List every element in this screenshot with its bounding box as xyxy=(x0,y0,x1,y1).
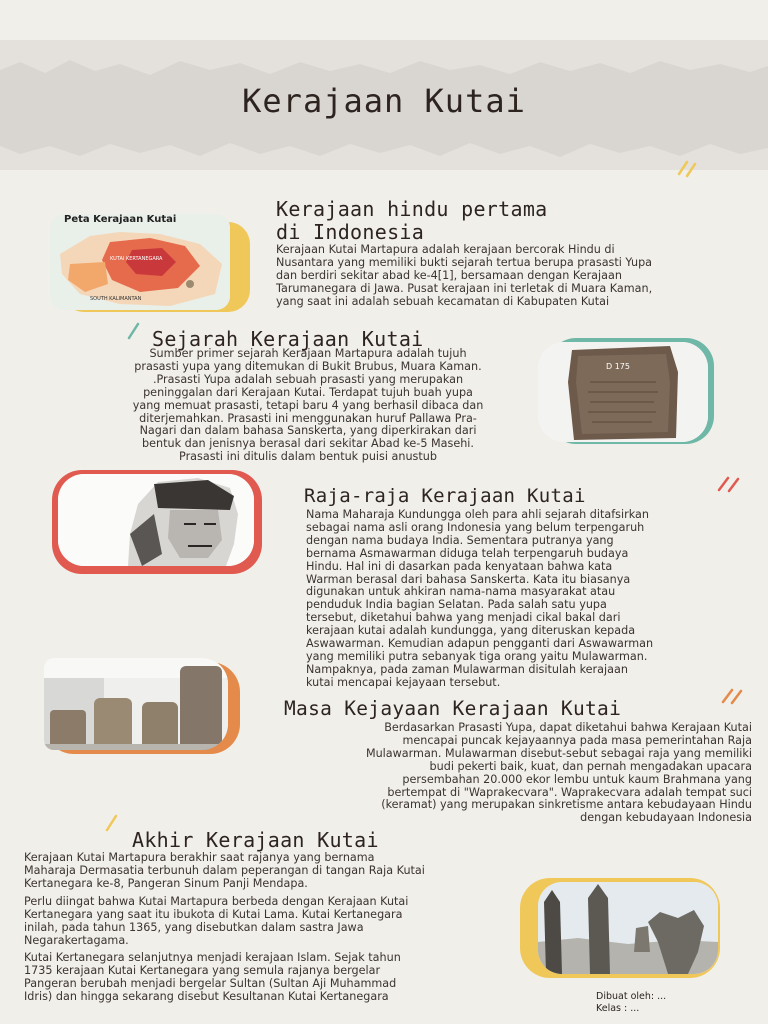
yellow-dash-decoration-2 xyxy=(104,810,122,834)
orange-dash-decoration xyxy=(720,684,746,706)
text-line: Kerajaan Kutai Martapura berakhir saat rajanya yang bernama xyxy=(24,851,375,864)
text-line: 1735 kerajaan Kutai Kertanegara yang semula rajanya bergelar xyxy=(24,963,381,977)
text-line: budi pekerti baik, kuat, dan pernah mengadakan upacara xyxy=(429,759,752,773)
yupa-stone-image xyxy=(538,342,708,442)
text-line: kerajaan kutai adalah kundungga, yang diteruskan kepada xyxy=(306,624,636,638)
map-label-kutai: KUTAI KERTANEGARA xyxy=(110,256,163,262)
stone-graphic xyxy=(538,342,708,442)
teal-dash-decoration xyxy=(126,318,142,342)
section4-heading: Masa Kejayaan Kerajaan Kutai xyxy=(284,697,622,720)
yupa-ruins-image xyxy=(44,658,228,750)
text-line: Mulawarman. Mulawarman disebut-sebut sebagai raja yang memiliki xyxy=(365,746,752,760)
text-line: digunakan untuk ahkiran nama-nama masyarakat atau xyxy=(306,585,616,599)
text-line: penduduk India bagian Selatan. Pada salah satu yupa xyxy=(306,598,607,612)
text-line: Kertanegara yang saat itu ibukota di Kutai Lama. Kutai Kertanegara xyxy=(24,907,403,921)
section5-para2 xyxy=(24,896,524,948)
text-line: yang saat ini adalah sebuah kecamatan di Kabupaten Kutai xyxy=(276,294,610,308)
text-line: Hindu. Hal ini di dasarkan pada kenyataan bahwa kata xyxy=(306,559,613,573)
text-line: Maharaja Dermasatia terbunuh dalam peperangan di tangan Raja Kutai xyxy=(24,863,425,877)
text-line: Negarakertagama. xyxy=(24,933,129,947)
text-line: bernama Asmawarman diduga telah terpengaruh budaya xyxy=(306,546,629,560)
footer xyxy=(596,991,666,1015)
text-line: yang memuat prasasti, tetapi baru 4 yang berhasil dibaca dan xyxy=(132,398,484,412)
section1-body xyxy=(276,244,746,309)
section3-heading: Raja-raja Kerajaan Kutai xyxy=(304,485,586,507)
section3-body xyxy=(306,509,746,690)
temple-graphic xyxy=(538,882,718,974)
text-line: sebagai nama asli orang Indonesia yang belum terpengaruh xyxy=(306,520,645,534)
text-line: Sumber primer sejarah Kerajaan Martapura adalah tujuh xyxy=(149,347,467,360)
text-line: (keramat) yang merupakan sinkretisme antara kebudayaan Hindu xyxy=(381,798,752,812)
temple-gate-image xyxy=(538,882,718,974)
text-line: mencapai puncak kejayaannya pada masa pemerintahan Raja xyxy=(402,733,752,747)
page-title: Kerajaan Kutai xyxy=(242,82,526,120)
made-by-label: Dibuat oleh: ... xyxy=(596,991,667,1002)
section5-para3 xyxy=(24,952,524,1004)
text-line: Perlu diingat bahwa Kutai Martapura berbeda dengan Kerajaan Kutai xyxy=(24,895,409,908)
text-line: diterjemahkan. Prasasti ini menggunakan huruf Pallawa Pra- xyxy=(139,411,477,425)
section4-body xyxy=(260,722,752,825)
text-line: tersebut, diketahui bahwa yang menjadi cikal bakal dari xyxy=(306,611,621,625)
text-line: Pangeran berubah menjadi bergelar Sultan (Sultan Aji Muhammad xyxy=(24,976,397,990)
text-line: inilah, pada tahun 1365, yang disebutkan dalam sastra Jawa xyxy=(24,920,364,934)
text-line: Kerajaan Kutai Martapura adalah kerajaan bercorak Hindu di xyxy=(276,243,615,256)
text-line: Nama Maharaja Kundungga oleh para ahli sejarah ditafsirkan xyxy=(306,508,649,521)
text-line: .Prasasti Yupa adalah sebuah prasasti yang merupakan xyxy=(152,372,464,386)
text-line: bertempat di "Waprakecvara". Waprakecvara adalah tempat suci xyxy=(387,785,752,799)
text-line: Nagari dan dalam bahasa Sanskerta, yang diperkirakan dari xyxy=(139,424,477,438)
text-line: Nampaknya, pada zaman Mulawarman disitulah kerajaan xyxy=(306,662,628,676)
map-title: Peta Kerajaan Kutai xyxy=(64,214,177,225)
map-label-south: SOUTH KALIMANTAN xyxy=(90,296,142,302)
text-line: Warman berasal dari bahasa Sanskerta. Kata itu biasanya xyxy=(306,572,631,586)
section1-heading-line1: Kerajaan hindu pertama xyxy=(276,197,548,221)
text-line: dengan nama budaya India. Sementara putranya yang xyxy=(306,533,614,547)
king-portrait-image xyxy=(58,474,254,566)
text-line: dan berdiri sekitar abad ke-4[1], bersamaan dengan Kerajaan xyxy=(276,268,622,282)
red-dash-decoration xyxy=(716,474,744,494)
section5-para1 xyxy=(24,852,524,891)
class-label: Kelas : ... xyxy=(596,1003,640,1014)
portrait-graphic xyxy=(58,474,254,566)
ruins-graphic xyxy=(44,658,228,750)
section1-heading-line2: di Indonesia xyxy=(276,220,425,244)
text-line: prasasti yupa yang ditemukan di Bukit Brubus, Muara Kaman. xyxy=(134,359,482,373)
yellow-dash-decoration xyxy=(676,156,698,178)
kutai-map-image xyxy=(50,214,230,310)
section2-heading: Sejarah Kerajaan Kutai xyxy=(152,327,424,351)
text-line: Nusantara yang memiliki bukti sejarah tertua berupa prasasti Yupa xyxy=(276,255,653,269)
text-line: persembahan 20.000 ekor lembu untuk kaum Brahmana yang xyxy=(402,772,752,786)
text-line: peninggalan dari Kerajaan Kutai. Terdapat tujuh buah yupa xyxy=(143,385,473,399)
text-line: yang memiliki putra sebanyak tiga orang yaitu Mulawarman. xyxy=(306,649,648,663)
text-line: Kutai Kertanegara selanjutnya menjadi kerajaan Islam. Sejak tahun xyxy=(24,951,401,964)
stone-label: D 175 xyxy=(606,362,630,371)
text-line: Tarumanegara di Jawa. Pusat kerajaan ini terletak di Muara Kaman, xyxy=(276,281,653,295)
text-line: Prasasti ini ditulis dalam bentuk puisi anustub xyxy=(179,450,437,464)
text-line: Kertanegara ke-8, Pangeran Sinum Panji Mendapa. xyxy=(24,876,308,890)
text-line: bentuk dan jenisnya berasal dari sekitar Abad ke-5 Masehi. xyxy=(142,437,474,451)
section2-body xyxy=(96,348,520,464)
section5-heading: Akhir Kerajaan Kutai xyxy=(132,828,379,852)
text-line: kutai mencapai kejayaan tersebut. xyxy=(306,675,501,689)
text-line: Berdasarkan Prasasti Yupa, dapat diketahui bahwa Kerajaan Kutai xyxy=(384,721,752,734)
text-line: dengan kebudayaan Indonesia xyxy=(580,811,752,825)
text-line: Idris) dan hingga sekarang disebut Kesultanan Kutai Kertanegara xyxy=(24,989,389,1003)
text-line: Aswawarman. Kemudian adapun pengganti dari Aswawarman xyxy=(306,637,654,651)
